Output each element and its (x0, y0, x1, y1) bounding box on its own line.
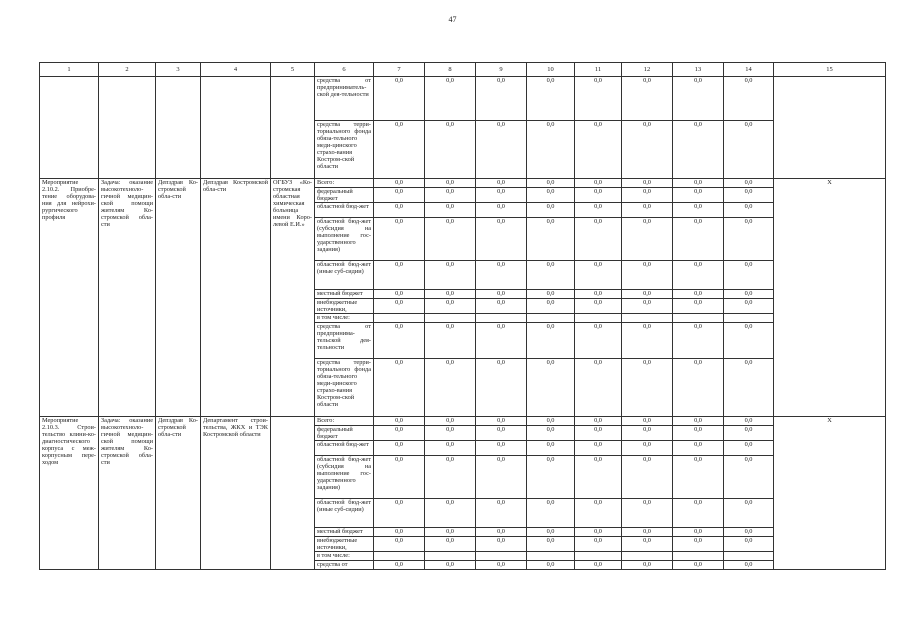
value-cell: 0,0 (476, 299, 527, 314)
value-cell: 0,0 (425, 499, 476, 528)
value-cell (724, 314, 774, 323)
value-cell: 0,0 (724, 537, 774, 552)
source-label: областной бюд-жет (субсидия на выполнение гос-ударственного задания) (315, 456, 374, 499)
measure-name: Мероприятие 2.10.2. Приобре-тение оборудова-ния для нейрохи-рургического профиля (40, 179, 99, 417)
value-cell (476, 314, 527, 323)
value-cell: 0,0 (673, 456, 724, 499)
customer-cell: Депздрав Ко-стромской обла-сти (156, 417, 201, 570)
value-cell: 0,0 (673, 359, 724, 417)
value-cell: 0,0 (673, 499, 724, 528)
source-label: областной бюд-жет (субсидия на выполнение гос-ударственного задания) (315, 218, 374, 261)
value-cell: 0,0 (575, 417, 622, 426)
value-cell (673, 314, 724, 323)
header-cell: 3 (156, 63, 201, 77)
value-cell: 0,0 (425, 203, 476, 218)
value-cell: 0,0 (476, 188, 527, 203)
value-cell: 0,0 (575, 261, 622, 290)
table-row (40, 77, 886, 121)
value-cell: 0,0 (575, 426, 622, 441)
value-cell (425, 314, 476, 323)
value-cell: 0,0 (476, 499, 527, 528)
value-cell: 0,0 (724, 417, 774, 426)
value-cell: 0,0 (527, 188, 575, 203)
value-cell: 0,0 (425, 218, 476, 261)
value-cell (575, 552, 622, 561)
value-cell: 0,0 (724, 77, 774, 121)
value-cell: 0,0 (673, 417, 724, 426)
value-cell: 0,0 (527, 359, 575, 417)
value-cell: 0,0 (527, 456, 575, 499)
value-cell: 0,0 (425, 261, 476, 290)
header-cell: 12 (622, 63, 673, 77)
value-cell: 0,0 (374, 417, 425, 426)
value-cell (527, 552, 575, 561)
value-cell: 0,0 (476, 426, 527, 441)
value-cell: 0,0 (724, 261, 774, 290)
value-cell: 0,0 (622, 218, 673, 261)
value-cell: 0,0 (575, 121, 622, 179)
source-label: средства от (315, 561, 374, 570)
value-cell: 0,0 (476, 417, 527, 426)
value-cell: 0,0 (622, 179, 673, 188)
value-cell: 0,0 (724, 426, 774, 441)
mark-cell: X (774, 417, 886, 570)
value-cell (374, 552, 425, 561)
source-label: федеральный бюджет (315, 426, 374, 441)
value-cell (724, 552, 774, 561)
source-label: Всего: (315, 417, 374, 426)
value-cell: 0,0 (575, 77, 622, 121)
source-label: местный бюджет (315, 528, 374, 537)
value-cell: 0,0 (575, 528, 622, 537)
value-cell: 0,0 (374, 456, 425, 499)
value-cell: 0,0 (724, 323, 774, 359)
page-number: 47 (448, 15, 457, 24)
source-label: федеральный бюджет (315, 188, 374, 203)
value-cell: 0,0 (476, 323, 527, 359)
header-cell: 13 (673, 63, 724, 77)
header-cell: 10 (527, 63, 575, 77)
value-cell (575, 314, 622, 323)
value-cell: 0,0 (476, 528, 527, 537)
mark-cell: X (774, 179, 886, 417)
value-cell: 0,0 (575, 537, 622, 552)
value-cell: 0,0 (425, 561, 476, 570)
value-cell: 0,0 (374, 218, 425, 261)
source-label: Всего: (315, 179, 374, 188)
value-cell: 0,0 (575, 179, 622, 188)
value-cell: 0,0 (622, 299, 673, 314)
value-cell: 0,0 (673, 179, 724, 188)
value-cell: 0,0 (425, 323, 476, 359)
value-cell (527, 314, 575, 323)
measure-name: Мероприятие 2.10.3. Строи-тельство клини-ко-диагностического корпуса с меж-корпусным пере-ходом (40, 417, 99, 570)
value-cell: 0,0 (527, 218, 575, 261)
value-cell: 0,0 (724, 188, 774, 203)
task-cell: Задача: оказание высокотехноло-гичной медицин-ской помощи жителям Ко-стромской обла-сти (99, 179, 156, 417)
executor-cell (271, 417, 315, 570)
value-cell: 0,0 (622, 499, 673, 528)
value-cell: 0,0 (673, 426, 724, 441)
empty-cell (271, 77, 315, 179)
value-cell: 0,0 (575, 323, 622, 359)
value-cell: 0,0 (622, 417, 673, 426)
header-cell: 9 (476, 63, 527, 77)
value-cell: 0,0 (425, 290, 476, 299)
value-cell: 0,0 (476, 456, 527, 499)
budget-table (39, 62, 886, 570)
header-cell: 8 (425, 63, 476, 77)
header-cell: 2 (99, 63, 156, 77)
value-cell (622, 552, 673, 561)
value-cell: 0,0 (425, 528, 476, 537)
value-cell: 0,0 (724, 218, 774, 261)
header-cell: 15 (774, 63, 886, 77)
value-cell (374, 314, 425, 323)
value-cell: 0,0 (527, 261, 575, 290)
source-label: средства терри-ториального фонда обяза-тельного меди-цинского страхо-вания Костром-ской области (315, 359, 374, 417)
value-cell: 0,0 (374, 179, 425, 188)
value-cell: 0,0 (527, 528, 575, 537)
executor-cell: ОГБУЗ «Ко-стромская областная химическая больница имени Коро-левой Е.И.» (271, 179, 315, 417)
value-cell: 0,0 (476, 203, 527, 218)
value-cell: 0,0 (425, 537, 476, 552)
header-cell: 14 (724, 63, 774, 77)
empty-cell (156, 77, 201, 179)
value-cell: 0,0 (476, 261, 527, 290)
value-cell: 0,0 (673, 290, 724, 299)
value-cell: 0,0 (527, 499, 575, 528)
value-cell: 0,0 (374, 561, 425, 570)
value-cell: 0,0 (673, 203, 724, 218)
value-cell: 0,0 (724, 299, 774, 314)
empty-cell (774, 77, 886, 179)
value-cell: 0,0 (527, 426, 575, 441)
value-cell: 0,0 (374, 299, 425, 314)
value-cell: 0,0 (622, 528, 673, 537)
header-cell: 1 (40, 63, 99, 77)
source-label: областной бюд-жет (315, 441, 374, 456)
customer-cell: Депздрав Ко-стромской обла-сти (156, 179, 201, 417)
value-cell: 0,0 (527, 121, 575, 179)
value-cell: 0,0 (622, 426, 673, 441)
source-label: средства от предпринима-тельской дея-тельности (315, 323, 374, 359)
value-cell: 0,0 (374, 188, 425, 203)
value-cell: 0,0 (575, 218, 622, 261)
value-cell: 0,0 (527, 537, 575, 552)
value-cell (622, 314, 673, 323)
value-cell: 0,0 (724, 121, 774, 179)
value-cell: 0,0 (374, 441, 425, 456)
value-cell: 0,0 (673, 528, 724, 537)
value-cell: 0,0 (575, 561, 622, 570)
value-cell: 0,0 (527, 441, 575, 456)
task-cell: Задача: оказание высокотехноло-гичной медицин-ской помощи жителям Ко-стромской обла-сти (99, 417, 156, 570)
header-cell: 6 (315, 63, 374, 77)
value-cell: 0,0 (425, 121, 476, 179)
value-cell: 0,0 (673, 441, 724, 456)
value-cell: 0,0 (527, 179, 575, 188)
value-cell: 0,0 (476, 290, 527, 299)
source-label: в том числе: (315, 314, 374, 323)
value-cell: 0,0 (527, 561, 575, 570)
value-cell: 0,0 (374, 528, 425, 537)
value-cell: 0,0 (673, 77, 724, 121)
header-cell: 4 (201, 63, 271, 77)
value-cell: 0,0 (374, 203, 425, 218)
value-cell: 0,0 (622, 261, 673, 290)
value-cell: 0,0 (724, 179, 774, 188)
value-cell: 0,0 (374, 537, 425, 552)
value-cell: 0,0 (622, 441, 673, 456)
value-cell: 0,0 (374, 323, 425, 359)
coordinator-cell: Департамент строи-тельства, ЖКХ и ТЭК Костромской области (201, 417, 271, 570)
value-cell: 0,0 (575, 441, 622, 456)
value-cell: 0,0 (425, 77, 476, 121)
value-cell: 0,0 (575, 290, 622, 299)
value-cell: 0,0 (425, 417, 476, 426)
value-cell: 0,0 (622, 456, 673, 499)
value-cell: 0,0 (724, 203, 774, 218)
value-cell: 0,0 (374, 121, 425, 179)
value-cell: 0,0 (724, 499, 774, 528)
value-cell: 0,0 (673, 299, 724, 314)
value-cell: 0,0 (527, 290, 575, 299)
source-label: средства от предприниматель-ской дея-тельности (315, 77, 374, 121)
value-cell (673, 552, 724, 561)
value-cell: 0,0 (476, 218, 527, 261)
value-cell: 0,0 (374, 426, 425, 441)
value-cell: 0,0 (575, 456, 622, 499)
value-cell: 0,0 (673, 323, 724, 359)
value-cell: 0,0 (476, 179, 527, 188)
source-label: внебюджетные источники, (315, 299, 374, 314)
value-cell: 0,0 (374, 290, 425, 299)
value-cell: 0,0 (374, 77, 425, 121)
source-label: внебюджетные источники, (315, 537, 374, 552)
value-cell: 0,0 (476, 121, 527, 179)
value-cell: 0,0 (673, 561, 724, 570)
header-cell: 5 (271, 63, 315, 77)
value-cell (425, 552, 476, 561)
empty-cell (201, 77, 271, 179)
header-cell: 11 (575, 63, 622, 77)
table-row (40, 417, 886, 426)
value-cell: 0,0 (476, 561, 527, 570)
source-label: местный бюджет (315, 290, 374, 299)
value-cell: 0,0 (622, 359, 673, 417)
value-cell: 0,0 (575, 299, 622, 314)
value-cell: 0,0 (724, 456, 774, 499)
value-cell: 0,0 (622, 537, 673, 552)
value-cell: 0,0 (425, 179, 476, 188)
value-cell: 0,0 (724, 290, 774, 299)
value-cell: 0,0 (673, 261, 724, 290)
value-cell: 0,0 (425, 456, 476, 499)
value-cell: 0,0 (622, 188, 673, 203)
coordinator-cell: Депздрав Костромской обла-сти (201, 179, 271, 417)
value-cell: 0,0 (575, 203, 622, 218)
value-cell: 0,0 (425, 299, 476, 314)
value-cell: 0,0 (527, 203, 575, 218)
empty-cell (40, 77, 99, 179)
value-cell: 0,0 (425, 441, 476, 456)
table-row (40, 179, 886, 188)
value-cell: 0,0 (673, 218, 724, 261)
source-label: областной бюд-жет (315, 203, 374, 218)
value-cell: 0,0 (622, 323, 673, 359)
value-cell: 0,0 (374, 359, 425, 417)
value-cell: 0,0 (476, 77, 527, 121)
value-cell: 0,0 (673, 537, 724, 552)
value-cell: 0,0 (724, 441, 774, 456)
source-label: средства терри-ториального фонда обяза-тельного меди-цинского страхо-вания Костром-ской области (315, 121, 374, 179)
value-cell: 0,0 (673, 188, 724, 203)
value-cell: 0,0 (673, 121, 724, 179)
value-cell: 0,0 (374, 499, 425, 528)
value-cell: 0,0 (476, 359, 527, 417)
table-header (40, 63, 886, 77)
value-cell: 0,0 (622, 290, 673, 299)
value-cell: 0,0 (476, 537, 527, 552)
value-cell: 0,0 (425, 188, 476, 203)
value-cell: 0,0 (527, 417, 575, 426)
value-cell: 0,0 (425, 426, 476, 441)
value-cell: 0,0 (374, 261, 425, 290)
value-cell: 0,0 (622, 77, 673, 121)
value-cell: 0,0 (622, 561, 673, 570)
value-cell: 0,0 (575, 499, 622, 528)
value-cell (476, 552, 527, 561)
value-cell: 0,0 (476, 441, 527, 456)
value-cell: 0,0 (575, 359, 622, 417)
empty-cell (99, 77, 156, 179)
value-cell: 0,0 (622, 121, 673, 179)
value-cell: 0,0 (622, 203, 673, 218)
source-label: в том числе: (315, 552, 374, 561)
header-cell: 7 (374, 63, 425, 77)
value-cell: 0,0 (527, 323, 575, 359)
value-cell: 0,0 (527, 77, 575, 121)
value-cell: 0,0 (724, 561, 774, 570)
source-label: областной бюд-жет (иные суб-сидии) (315, 261, 374, 290)
value-cell: 0,0 (724, 359, 774, 417)
value-cell: 0,0 (575, 188, 622, 203)
value-cell: 0,0 (425, 359, 476, 417)
source-label: областной бюд-жет (иные суб-сидии) (315, 499, 374, 528)
value-cell: 0,0 (724, 528, 774, 537)
value-cell: 0,0 (527, 299, 575, 314)
